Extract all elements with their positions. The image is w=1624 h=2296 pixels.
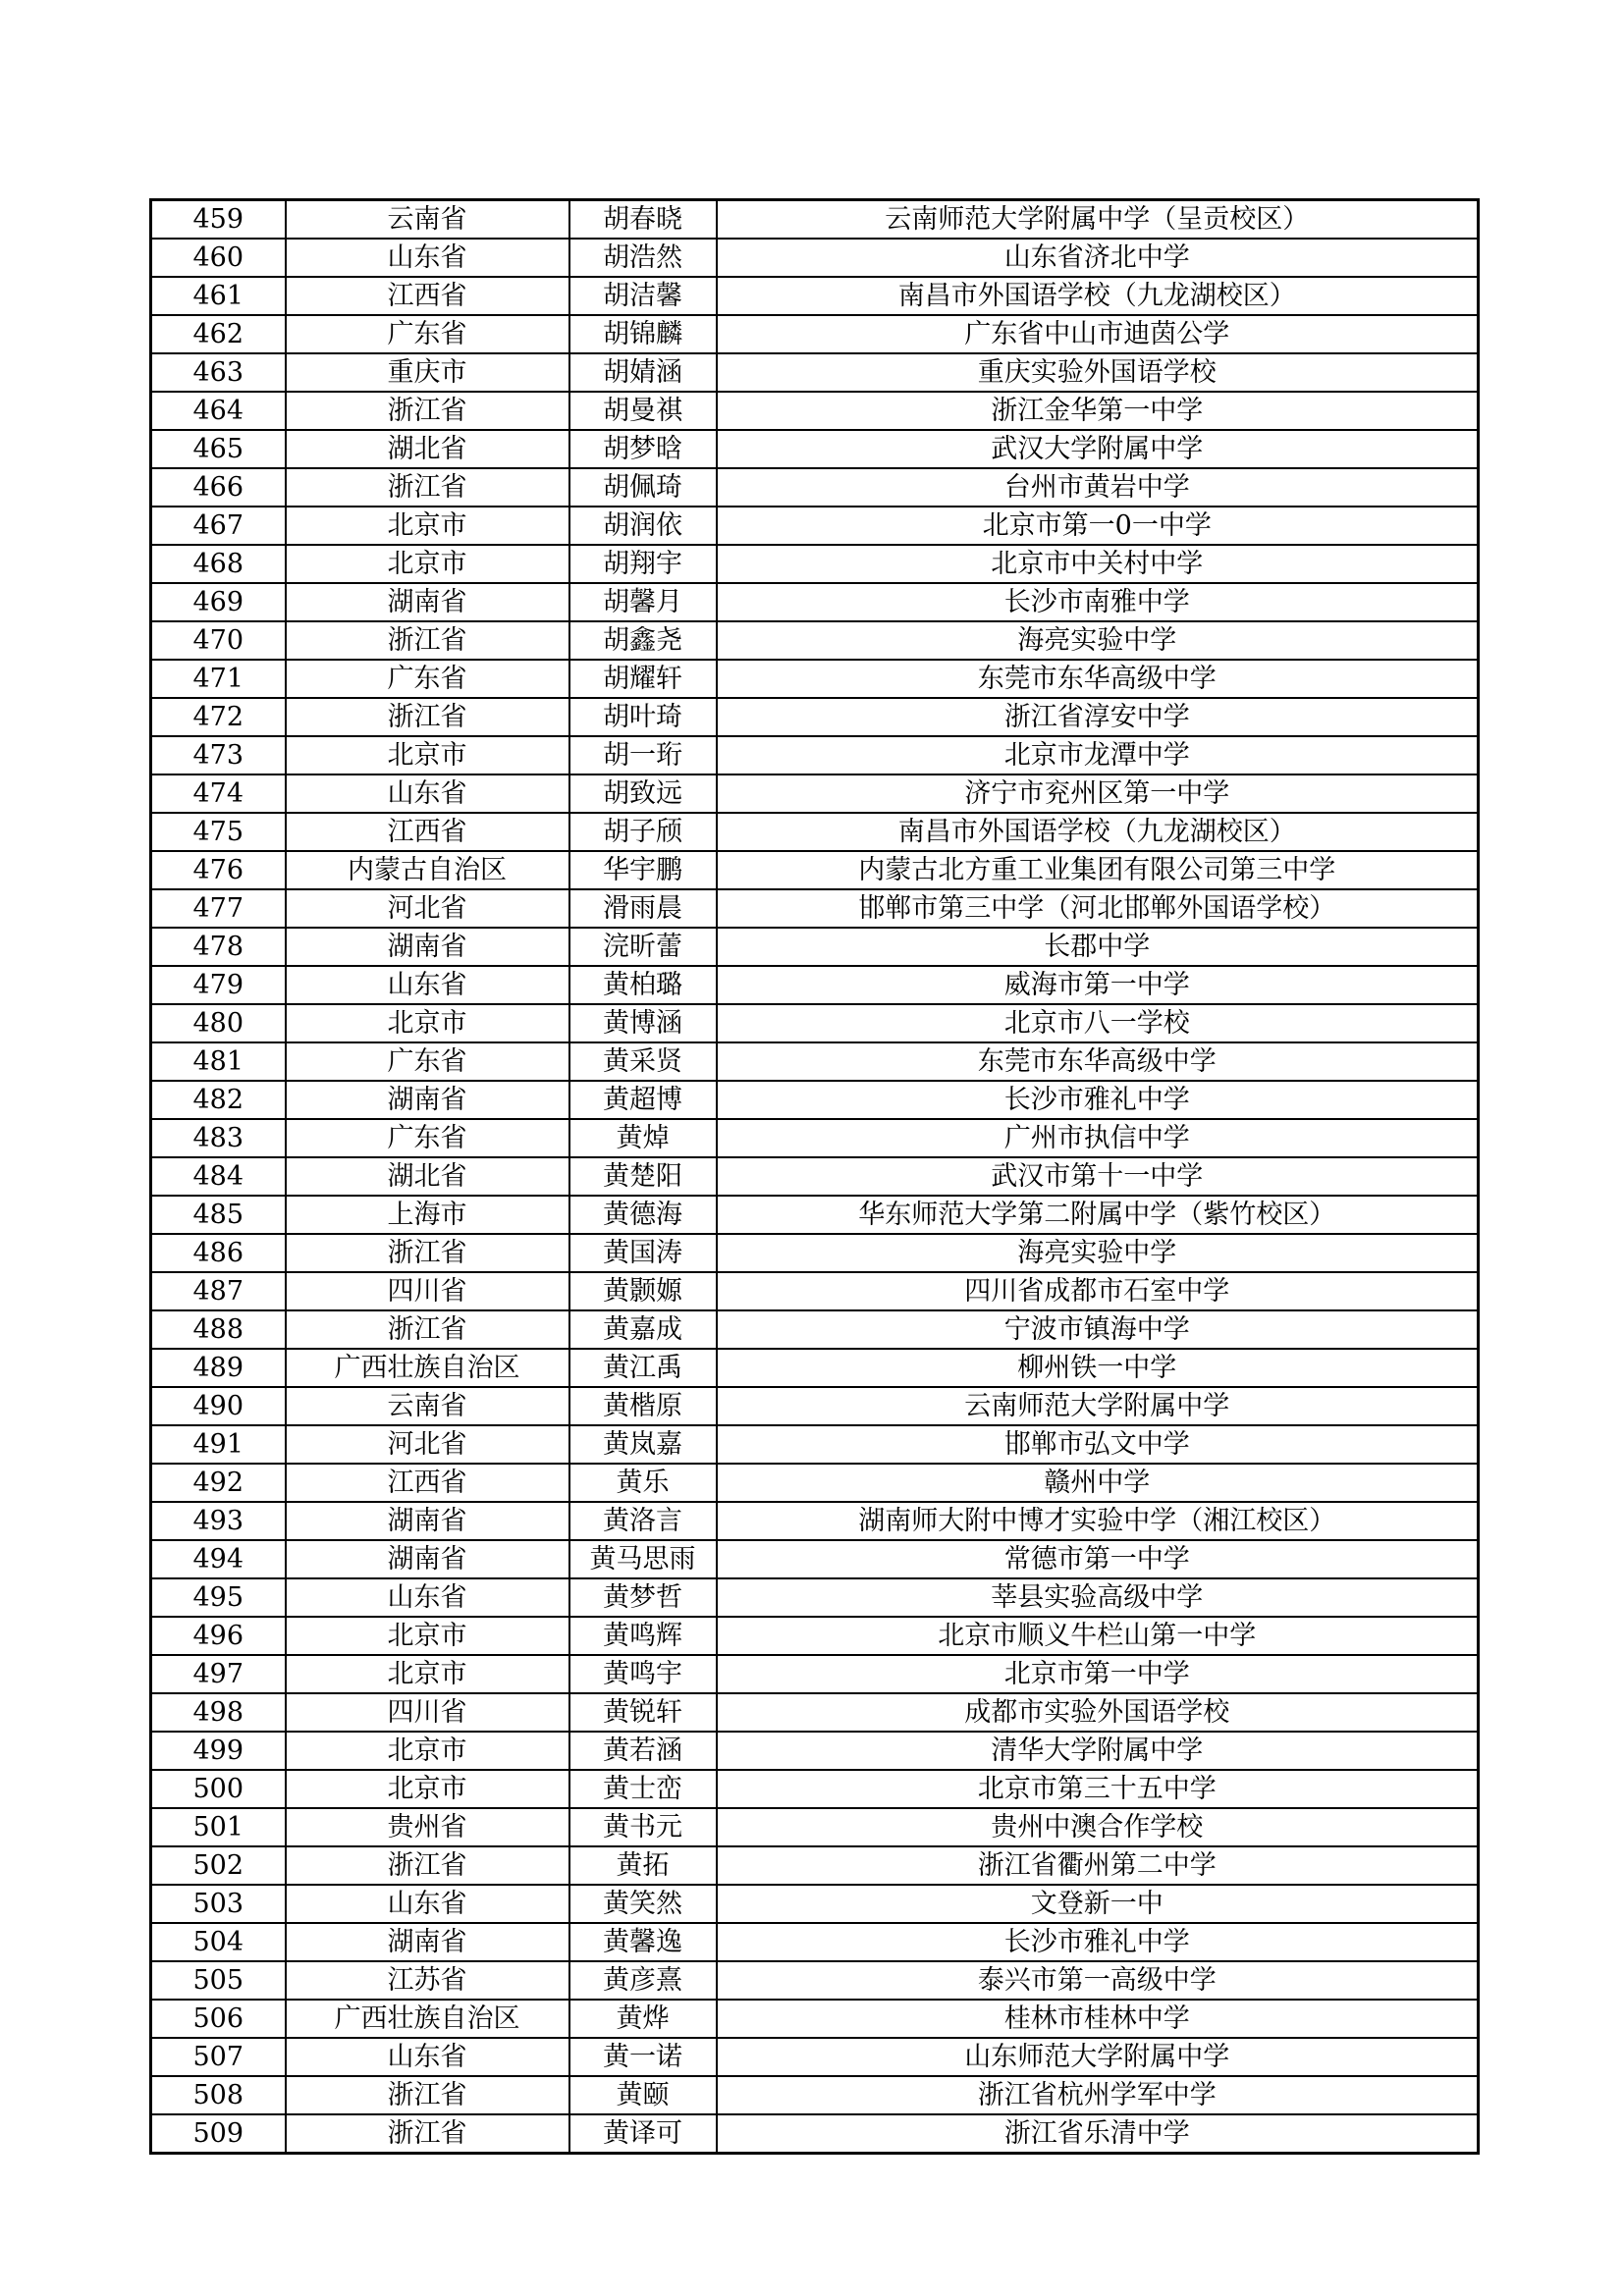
table-row bbox=[151, 2038, 1479, 2076]
province-cell: 广东省 bbox=[286, 315, 569, 353]
row-number: 467 bbox=[151, 507, 286, 545]
province-cell: 北京市 bbox=[286, 1617, 569, 1655]
table-row bbox=[151, 2000, 1479, 2038]
row-number: 466 bbox=[151, 468, 286, 507]
name-cell: 黄博涵 bbox=[569, 1004, 717, 1042]
table-row bbox=[151, 1578, 1479, 1617]
province-cell: 山东省 bbox=[286, 2038, 569, 2076]
name-cell: 胡春晓 bbox=[569, 200, 717, 240]
province-cell: 浙江省 bbox=[286, 2076, 569, 2114]
school-cell: 重庆实验外国语学校 bbox=[717, 353, 1479, 392]
province-cell: 河北省 bbox=[286, 889, 569, 928]
table-row bbox=[151, 430, 1479, 468]
row-number: 496 bbox=[151, 1617, 286, 1655]
name-cell: 黄采贤 bbox=[569, 1042, 717, 1081]
row-number: 478 bbox=[151, 928, 286, 966]
province-cell: 浙江省 bbox=[286, 1310, 569, 1349]
table-row bbox=[151, 1272, 1479, 1310]
province-cell: 湖南省 bbox=[286, 928, 569, 966]
province-cell: 湖南省 bbox=[286, 1502, 569, 1540]
row-number: 494 bbox=[151, 1540, 286, 1578]
row-number: 468 bbox=[151, 545, 286, 583]
table-row bbox=[151, 1693, 1479, 1732]
school-cell: 北京市龙潭中学 bbox=[717, 736, 1479, 774]
row-number: 503 bbox=[151, 1885, 286, 1923]
row-number: 476 bbox=[151, 851, 286, 889]
row-number: 488 bbox=[151, 1310, 286, 1349]
table-row bbox=[151, 583, 1479, 621]
name-cell: 胡锦麟 bbox=[569, 315, 717, 353]
row-number: 477 bbox=[151, 889, 286, 928]
name-cell: 黄锐轩 bbox=[569, 1693, 717, 1732]
name-cell: 胡浩然 bbox=[569, 239, 717, 277]
province-cell: 湖南省 bbox=[286, 1081, 569, 1119]
table-row bbox=[151, 1540, 1479, 1578]
school-cell: 贵州中澳合作学校 bbox=[717, 1808, 1479, 1846]
province-cell: 浙江省 bbox=[286, 1846, 569, 1885]
province-cell: 浙江省 bbox=[286, 392, 569, 430]
school-cell: 赣州中学 bbox=[717, 1464, 1479, 1502]
school-cell: 广州市执信中学 bbox=[717, 1119, 1479, 1157]
school-cell: 湖南师大附中博才实验中学（湘江校区） bbox=[717, 1502, 1479, 1540]
roster-table bbox=[149, 198, 1480, 2155]
school-cell: 山东省济北中学 bbox=[717, 239, 1479, 277]
row-number: 462 bbox=[151, 315, 286, 353]
name-cell: 胡婧涵 bbox=[569, 353, 717, 392]
row-number: 500 bbox=[151, 1770, 286, 1808]
province-cell: 湖南省 bbox=[286, 1923, 569, 1961]
school-cell: 武汉市第十一中学 bbox=[717, 1157, 1479, 1196]
province-cell: 湖南省 bbox=[286, 1540, 569, 1578]
school-cell: 浙江金华第一中学 bbox=[717, 392, 1479, 430]
province-cell: 湖北省 bbox=[286, 1157, 569, 1196]
school-cell: 长郡中学 bbox=[717, 928, 1479, 966]
table-row bbox=[151, 1808, 1479, 1846]
row-number: 464 bbox=[151, 392, 286, 430]
table-row bbox=[151, 239, 1479, 277]
school-cell: 长沙市南雅中学 bbox=[717, 583, 1479, 621]
school-cell: 武汉大学附属中学 bbox=[717, 430, 1479, 468]
table-row bbox=[151, 1310, 1479, 1349]
name-cell: 黄梦哲 bbox=[569, 1578, 717, 1617]
table-row bbox=[151, 966, 1479, 1004]
row-number: 470 bbox=[151, 621, 286, 660]
school-cell: 邯郸市第三中学（河北邯郸外国语学校） bbox=[717, 889, 1479, 928]
province-cell: 湖北省 bbox=[286, 430, 569, 468]
school-cell: 东莞市东华高级中学 bbox=[717, 660, 1479, 698]
name-cell: 黄译可 bbox=[569, 2114, 717, 2154]
province-cell: 湖南省 bbox=[286, 583, 569, 621]
school-cell: 长沙市雅礼中学 bbox=[717, 1081, 1479, 1119]
province-cell: 广东省 bbox=[286, 1042, 569, 1081]
province-cell: 北京市 bbox=[286, 507, 569, 545]
row-number: 495 bbox=[151, 1578, 286, 1617]
school-cell: 浙江省乐清中学 bbox=[717, 2114, 1479, 2154]
name-cell: 浣昕蕾 bbox=[569, 928, 717, 966]
name-cell: 黄超博 bbox=[569, 1081, 717, 1119]
row-number: 497 bbox=[151, 1655, 286, 1693]
school-cell: 海亮实验中学 bbox=[717, 621, 1479, 660]
school-cell: 云南师范大学附属中学 bbox=[717, 1387, 1479, 1425]
province-cell: 北京市 bbox=[286, 1732, 569, 1770]
name-cell: 胡梦晗 bbox=[569, 430, 717, 468]
table-row bbox=[151, 545, 1479, 583]
table-row bbox=[151, 1004, 1479, 1042]
table-row bbox=[151, 1042, 1479, 1081]
row-number: 472 bbox=[151, 698, 286, 736]
province-cell: 上海市 bbox=[286, 1196, 569, 1234]
province-cell: 江西省 bbox=[286, 277, 569, 315]
province-cell: 浙江省 bbox=[286, 698, 569, 736]
school-cell: 北京市八一学校 bbox=[717, 1004, 1479, 1042]
school-cell: 广东省中山市迪茵公学 bbox=[717, 315, 1479, 353]
province-cell: 江西省 bbox=[286, 1464, 569, 1502]
row-number: 502 bbox=[151, 1846, 286, 1885]
row-number: 498 bbox=[151, 1693, 286, 1732]
row-number: 489 bbox=[151, 1349, 286, 1387]
school-cell: 四川省成都市石室中学 bbox=[717, 1272, 1479, 1310]
row-number: 484 bbox=[151, 1157, 286, 1196]
name-cell: 黄书元 bbox=[569, 1808, 717, 1846]
row-number: 508 bbox=[151, 2076, 286, 2114]
table-row bbox=[151, 1502, 1479, 1540]
table-row bbox=[151, 1425, 1479, 1464]
row-number: 459 bbox=[151, 200, 286, 240]
school-cell: 内蒙古北方重工业集团有限公司第三中学 bbox=[717, 851, 1479, 889]
table-row bbox=[151, 1387, 1479, 1425]
row-number: 475 bbox=[151, 813, 286, 851]
province-cell: 山东省 bbox=[286, 239, 569, 277]
row-number: 471 bbox=[151, 660, 286, 698]
table-row bbox=[151, 774, 1479, 813]
name-cell: 黄柏璐 bbox=[569, 966, 717, 1004]
table-row bbox=[151, 2076, 1479, 2114]
table-row bbox=[151, 1119, 1479, 1157]
table-row bbox=[151, 660, 1479, 698]
province-cell: 山东省 bbox=[286, 1885, 569, 1923]
name-cell: 黄颐 bbox=[569, 2076, 717, 2114]
school-cell: 济宁市兖州区第一中学 bbox=[717, 774, 1479, 813]
province-cell: 浙江省 bbox=[286, 468, 569, 507]
table-row bbox=[151, 889, 1479, 928]
table-row bbox=[151, 200, 1479, 240]
school-cell: 浙江省淳安中学 bbox=[717, 698, 1479, 736]
school-cell: 浙江省衢州第二中学 bbox=[717, 1846, 1479, 1885]
school-cell: 桂林市桂林中学 bbox=[717, 2000, 1479, 2038]
row-number: 487 bbox=[151, 1272, 286, 1310]
name-cell: 胡一珩 bbox=[569, 736, 717, 774]
table-row bbox=[151, 851, 1479, 889]
row-number: 465 bbox=[151, 430, 286, 468]
name-cell: 黄江禹 bbox=[569, 1349, 717, 1387]
school-cell: 柳州铁一中学 bbox=[717, 1349, 1479, 1387]
province-cell: 山东省 bbox=[286, 1578, 569, 1617]
row-number: 491 bbox=[151, 1425, 286, 1464]
row-number: 473 bbox=[151, 736, 286, 774]
school-cell: 成都市实验外国语学校 bbox=[717, 1693, 1479, 1732]
province-cell: 四川省 bbox=[286, 1693, 569, 1732]
table-row bbox=[151, 315, 1479, 353]
row-number: 507 bbox=[151, 2038, 286, 2076]
name-cell: 黄焯 bbox=[569, 1119, 717, 1157]
table-row bbox=[151, 277, 1479, 315]
school-cell: 宁波市镇海中学 bbox=[717, 1310, 1479, 1349]
name-cell: 黄国涛 bbox=[569, 1234, 717, 1272]
school-cell: 长沙市雅礼中学 bbox=[717, 1923, 1479, 1961]
province-cell: 山东省 bbox=[286, 966, 569, 1004]
table-row bbox=[151, 468, 1479, 507]
province-cell: 河北省 bbox=[286, 1425, 569, 1464]
province-cell: 浙江省 bbox=[286, 2114, 569, 2154]
table-row bbox=[151, 1655, 1479, 1693]
row-number: 463 bbox=[151, 353, 286, 392]
name-cell: 胡洁馨 bbox=[569, 277, 717, 315]
row-number: 460 bbox=[151, 239, 286, 277]
province-cell: 浙江省 bbox=[286, 621, 569, 660]
province-cell: 广西壮族自治区 bbox=[286, 2000, 569, 2038]
name-cell: 黄鸣辉 bbox=[569, 1617, 717, 1655]
name-cell: 胡子颀 bbox=[569, 813, 717, 851]
school-cell: 常德市第一中学 bbox=[717, 1540, 1479, 1578]
table-row bbox=[151, 1770, 1479, 1808]
name-cell: 黄鸣宇 bbox=[569, 1655, 717, 1693]
school-cell: 邯郸市弘文中学 bbox=[717, 1425, 1479, 1464]
table-row bbox=[151, 1617, 1479, 1655]
table-row bbox=[151, 1732, 1479, 1770]
row-number: 506 bbox=[151, 2000, 286, 2038]
name-cell: 黄馨逸 bbox=[569, 1923, 717, 1961]
row-number: 504 bbox=[151, 1923, 286, 1961]
name-cell: 胡鑫尧 bbox=[569, 621, 717, 660]
row-number: 505 bbox=[151, 1961, 286, 2000]
row-number: 480 bbox=[151, 1004, 286, 1042]
table-row bbox=[151, 1961, 1479, 2000]
school-cell: 华东师范大学第二附属中学（紫竹校区） bbox=[717, 1196, 1479, 1234]
name-cell: 黄岚嘉 bbox=[569, 1425, 717, 1464]
name-cell: 黄若涵 bbox=[569, 1732, 717, 1770]
name-cell: 黄拓 bbox=[569, 1846, 717, 1885]
table-row bbox=[151, 1157, 1479, 1196]
school-cell: 北京市第一中学 bbox=[717, 1655, 1479, 1693]
row-number: 482 bbox=[151, 1081, 286, 1119]
table-row bbox=[151, 698, 1479, 736]
table-row bbox=[151, 928, 1479, 966]
name-cell: 胡曼祺 bbox=[569, 392, 717, 430]
row-number: 485 bbox=[151, 1196, 286, 1234]
row-number: 483 bbox=[151, 1119, 286, 1157]
table-row bbox=[151, 813, 1479, 851]
table-row bbox=[151, 507, 1479, 545]
school-cell: 清华大学附属中学 bbox=[717, 1732, 1479, 1770]
table-row bbox=[151, 1349, 1479, 1387]
name-cell: 黄楷原 bbox=[569, 1387, 717, 1425]
name-cell: 黄洛言 bbox=[569, 1502, 717, 1540]
province-cell: 云南省 bbox=[286, 200, 569, 240]
province-cell: 北京市 bbox=[286, 1655, 569, 1693]
table-row bbox=[151, 621, 1479, 660]
row-number: 501 bbox=[151, 1808, 286, 1846]
name-cell: 黄笑然 bbox=[569, 1885, 717, 1923]
name-cell: 黄烨 bbox=[569, 2000, 717, 2038]
province-cell: 浙江省 bbox=[286, 1234, 569, 1272]
name-cell: 胡耀轩 bbox=[569, 660, 717, 698]
school-cell: 东莞市东华高级中学 bbox=[717, 1042, 1479, 1081]
name-cell: 华宇鹏 bbox=[569, 851, 717, 889]
row-number: 469 bbox=[151, 583, 286, 621]
table-row bbox=[151, 736, 1479, 774]
table-row bbox=[151, 1885, 1479, 1923]
name-cell: 滑雨晨 bbox=[569, 889, 717, 928]
name-cell: 胡翔宇 bbox=[569, 545, 717, 583]
row-number: 474 bbox=[151, 774, 286, 813]
province-cell: 重庆市 bbox=[286, 353, 569, 392]
school-cell: 莘县实验高级中学 bbox=[717, 1578, 1479, 1617]
roster-body bbox=[151, 200, 1479, 2154]
province-cell: 北京市 bbox=[286, 736, 569, 774]
name-cell: 胡馨月 bbox=[569, 583, 717, 621]
province-cell: 广东省 bbox=[286, 660, 569, 698]
name-cell: 黄一诺 bbox=[569, 2038, 717, 2076]
province-cell: 北京市 bbox=[286, 545, 569, 583]
school-cell: 南昌市外国语学校（九龙湖校区） bbox=[717, 813, 1479, 851]
name-cell: 黄德海 bbox=[569, 1196, 717, 1234]
name-cell: 黄彦熹 bbox=[569, 1961, 717, 2000]
name-cell: 黄马思雨 bbox=[569, 1540, 717, 1578]
province-cell: 云南省 bbox=[286, 1387, 569, 1425]
table-row bbox=[151, 353, 1479, 392]
school-cell: 北京市第三十五中学 bbox=[717, 1770, 1479, 1808]
school-cell: 北京市顺义牛栏山第一中学 bbox=[717, 1617, 1479, 1655]
row-number: 461 bbox=[151, 277, 286, 315]
table-row bbox=[151, 1234, 1479, 1272]
province-cell: 广西壮族自治区 bbox=[286, 1349, 569, 1387]
province-cell: 贵州省 bbox=[286, 1808, 569, 1846]
name-cell: 黄士峦 bbox=[569, 1770, 717, 1808]
row-number: 490 bbox=[151, 1387, 286, 1425]
province-cell: 内蒙古自治区 bbox=[286, 851, 569, 889]
row-number: 509 bbox=[151, 2114, 286, 2154]
school-cell: 北京市第一0一中学 bbox=[717, 507, 1479, 545]
province-cell: 江西省 bbox=[286, 813, 569, 851]
name-cell: 胡致远 bbox=[569, 774, 717, 813]
row-number: 486 bbox=[151, 1234, 286, 1272]
school-cell: 南昌市外国语学校（九龙湖校区） bbox=[717, 277, 1479, 315]
name-cell: 黄楚阳 bbox=[569, 1157, 717, 1196]
school-cell: 云南师范大学附属中学（呈贡校区） bbox=[717, 200, 1479, 240]
province-cell: 江苏省 bbox=[286, 1961, 569, 2000]
name-cell: 黄乐 bbox=[569, 1464, 717, 1502]
name-cell: 黄颢嫄 bbox=[569, 1272, 717, 1310]
school-cell: 海亮实验中学 bbox=[717, 1234, 1479, 1272]
row-number: 493 bbox=[151, 1502, 286, 1540]
row-number: 479 bbox=[151, 966, 286, 1004]
table-row bbox=[151, 1196, 1479, 1234]
name-cell: 胡润依 bbox=[569, 507, 717, 545]
province-cell: 北京市 bbox=[286, 1770, 569, 1808]
name-cell: 胡叶琦 bbox=[569, 698, 717, 736]
province-cell: 山东省 bbox=[286, 774, 569, 813]
table-row bbox=[151, 1081, 1479, 1119]
table-row bbox=[151, 1464, 1479, 1502]
table-row bbox=[151, 1846, 1479, 1885]
school-cell: 泰兴市第一高级中学 bbox=[717, 1961, 1479, 2000]
school-cell: 北京市中关村中学 bbox=[717, 545, 1479, 583]
province-cell: 四川省 bbox=[286, 1272, 569, 1310]
table-row bbox=[151, 1923, 1479, 1961]
row-number: 481 bbox=[151, 1042, 286, 1081]
name-cell: 黄嘉成 bbox=[569, 1310, 717, 1349]
school-cell: 威海市第一中学 bbox=[717, 966, 1479, 1004]
row-number: 492 bbox=[151, 1464, 286, 1502]
school-cell: 山东师范大学附属中学 bbox=[717, 2038, 1479, 2076]
table-row bbox=[151, 2114, 1479, 2154]
province-cell: 北京市 bbox=[286, 1004, 569, 1042]
table-row bbox=[151, 392, 1479, 430]
name-cell: 胡佩琦 bbox=[569, 468, 717, 507]
school-cell: 文登新一中 bbox=[717, 1885, 1479, 1923]
school-cell: 台州市黄岩中学 bbox=[717, 468, 1479, 507]
school-cell: 浙江省杭州学军中学 bbox=[717, 2076, 1479, 2114]
row-number: 499 bbox=[151, 1732, 286, 1770]
province-cell: 广东省 bbox=[286, 1119, 569, 1157]
